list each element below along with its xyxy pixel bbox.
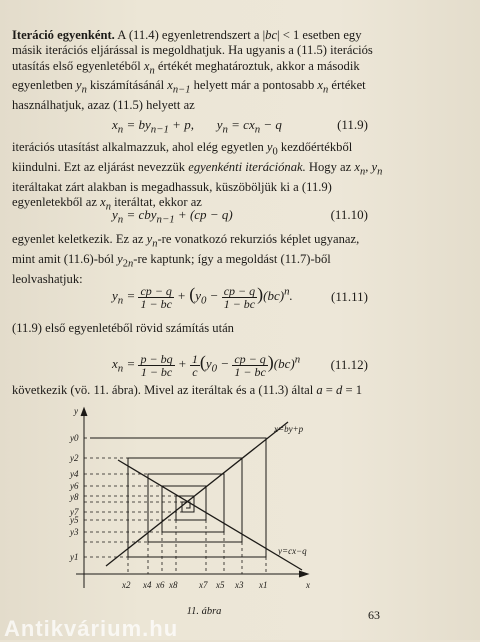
line2-label: y=cx−q (278, 546, 307, 556)
equation-number: (11.9) (337, 117, 368, 132)
y-tick-5: y5 (70, 515, 79, 525)
line1-label: x=by+p (274, 424, 304, 434)
figure-caption: 11. ábra (186, 606, 222, 617)
equation-11-11 (0, 283, 372, 311)
equation-11-9 (0, 117, 372, 137)
x-axis-arrow (299, 571, 308, 577)
equation-11-10 (0, 207, 372, 227)
y-tick-0: y0 (70, 433, 79, 443)
paragraph-1-body: A (11.4) egyenletrendszert a |bc| < 1 esetben egy másik iterációs eljárással is megoldhatjuk. Ha ugyanis a (11.5) iterációs utasítás első egyenletéből $x_n$ értékét meghatároztuk, akkor a második egyenletben $y_n$ kiszámításánál $x_{n-1}$ helyett már a pontosabb $x_n$ értéket használhatjuk, azaz (11.5) helyett az (12, 28, 373, 113)
x-tick-1: x1 (259, 580, 268, 590)
x-axis-label: x (306, 580, 310, 590)
x-tick-3: x3 (235, 580, 244, 590)
paragraph-1 (12, 28, 384, 114)
x-tick-6: x6 (156, 580, 165, 590)
y-tick-2: y2 (70, 453, 79, 463)
equation-11-12 (0, 351, 372, 379)
equation-formula: $y_n = cby_{n-1} + (cp - q)$ (112, 207, 233, 226)
paragraph-5: következik (vö. 11. ábra). Mivel az iteráltak és a (11.3) által a = d = 1 (12, 383, 363, 397)
equation-number: (11.12) (330, 357, 368, 372)
watermark: Antikvárium.hu (4, 616, 179, 641)
iteration-diagram (56, 402, 356, 598)
equation-formula: $x_n$ = $\frac{p - bq}{1 - bc}$ + $\frac{1}{c}$ ($y_0$ − $\frac{cp - q}{1 - bc}$ )(bc)$^n$ (112, 351, 301, 379)
y-tick-3: y3 (70, 527, 79, 537)
x-tick-5: x5 (216, 580, 225, 590)
equation-formula: $x_n = by_{n-1} + p$, $y_n = cx_n - q$ (112, 117, 282, 136)
x-tick-4: x4 (143, 580, 152, 590)
paragraph-4: (11.9) első egyenletéből rövid számítás után (12, 321, 234, 335)
equation-formula: $y_n$ = $\frac{cp - q}{1 - bc}$ + ($y_0$ − $\frac{cp - q}{1 - bc}$ )(bc)$^n$. (112, 283, 293, 311)
x-tick-7: x7 (199, 580, 208, 590)
x-tick-8: x8 (169, 580, 178, 590)
section-heading: Iteráció egyenként. (12, 28, 115, 42)
y-tick-8: y8 (70, 492, 79, 502)
y-tick-7: y7 (70, 507, 79, 517)
x-tick-2: x2 (122, 580, 131, 590)
equation-number: (11.11) (331, 289, 368, 304)
page-number: 63 (368, 608, 380, 622)
paragraph-3: egyenlet keletkezik. Ez az $y_n-re$ vonatkozó rekurziós képlet ugyanaz, mint amit (11.6)-ból $y_{2n}-re$ kaptunk; így a megoldást (11.7)-ből leolvashatjuk: (12, 232, 360, 286)
equation-number: (11.10) (330, 207, 368, 222)
y-tick-4: y4 (70, 469, 79, 479)
cobweb-path (90, 438, 266, 557)
y-axis-arrow (81, 408, 87, 416)
line-y-cx-q (118, 460, 302, 570)
y-tick-1: y1 (70, 552, 79, 562)
y-axis-label: y (74, 406, 78, 416)
y-tick-6: y6 (70, 481, 79, 491)
line-x-by-p (106, 422, 288, 566)
paragraph-2: iterációs utasítást alkalmazzuk, ahol elég egyetlen $y_0$ kezdőértékből kiindulni. Ezt az eljárást nevezzük egyenkénti iterációnak. Hogy az $x_n$, $y_n$ iteráltakat zárt alakban is megadhassuk, küszöböljük ki a (11.9) egyenletekből az $x_n$ iteráltat, ekkor az (12, 140, 383, 213)
